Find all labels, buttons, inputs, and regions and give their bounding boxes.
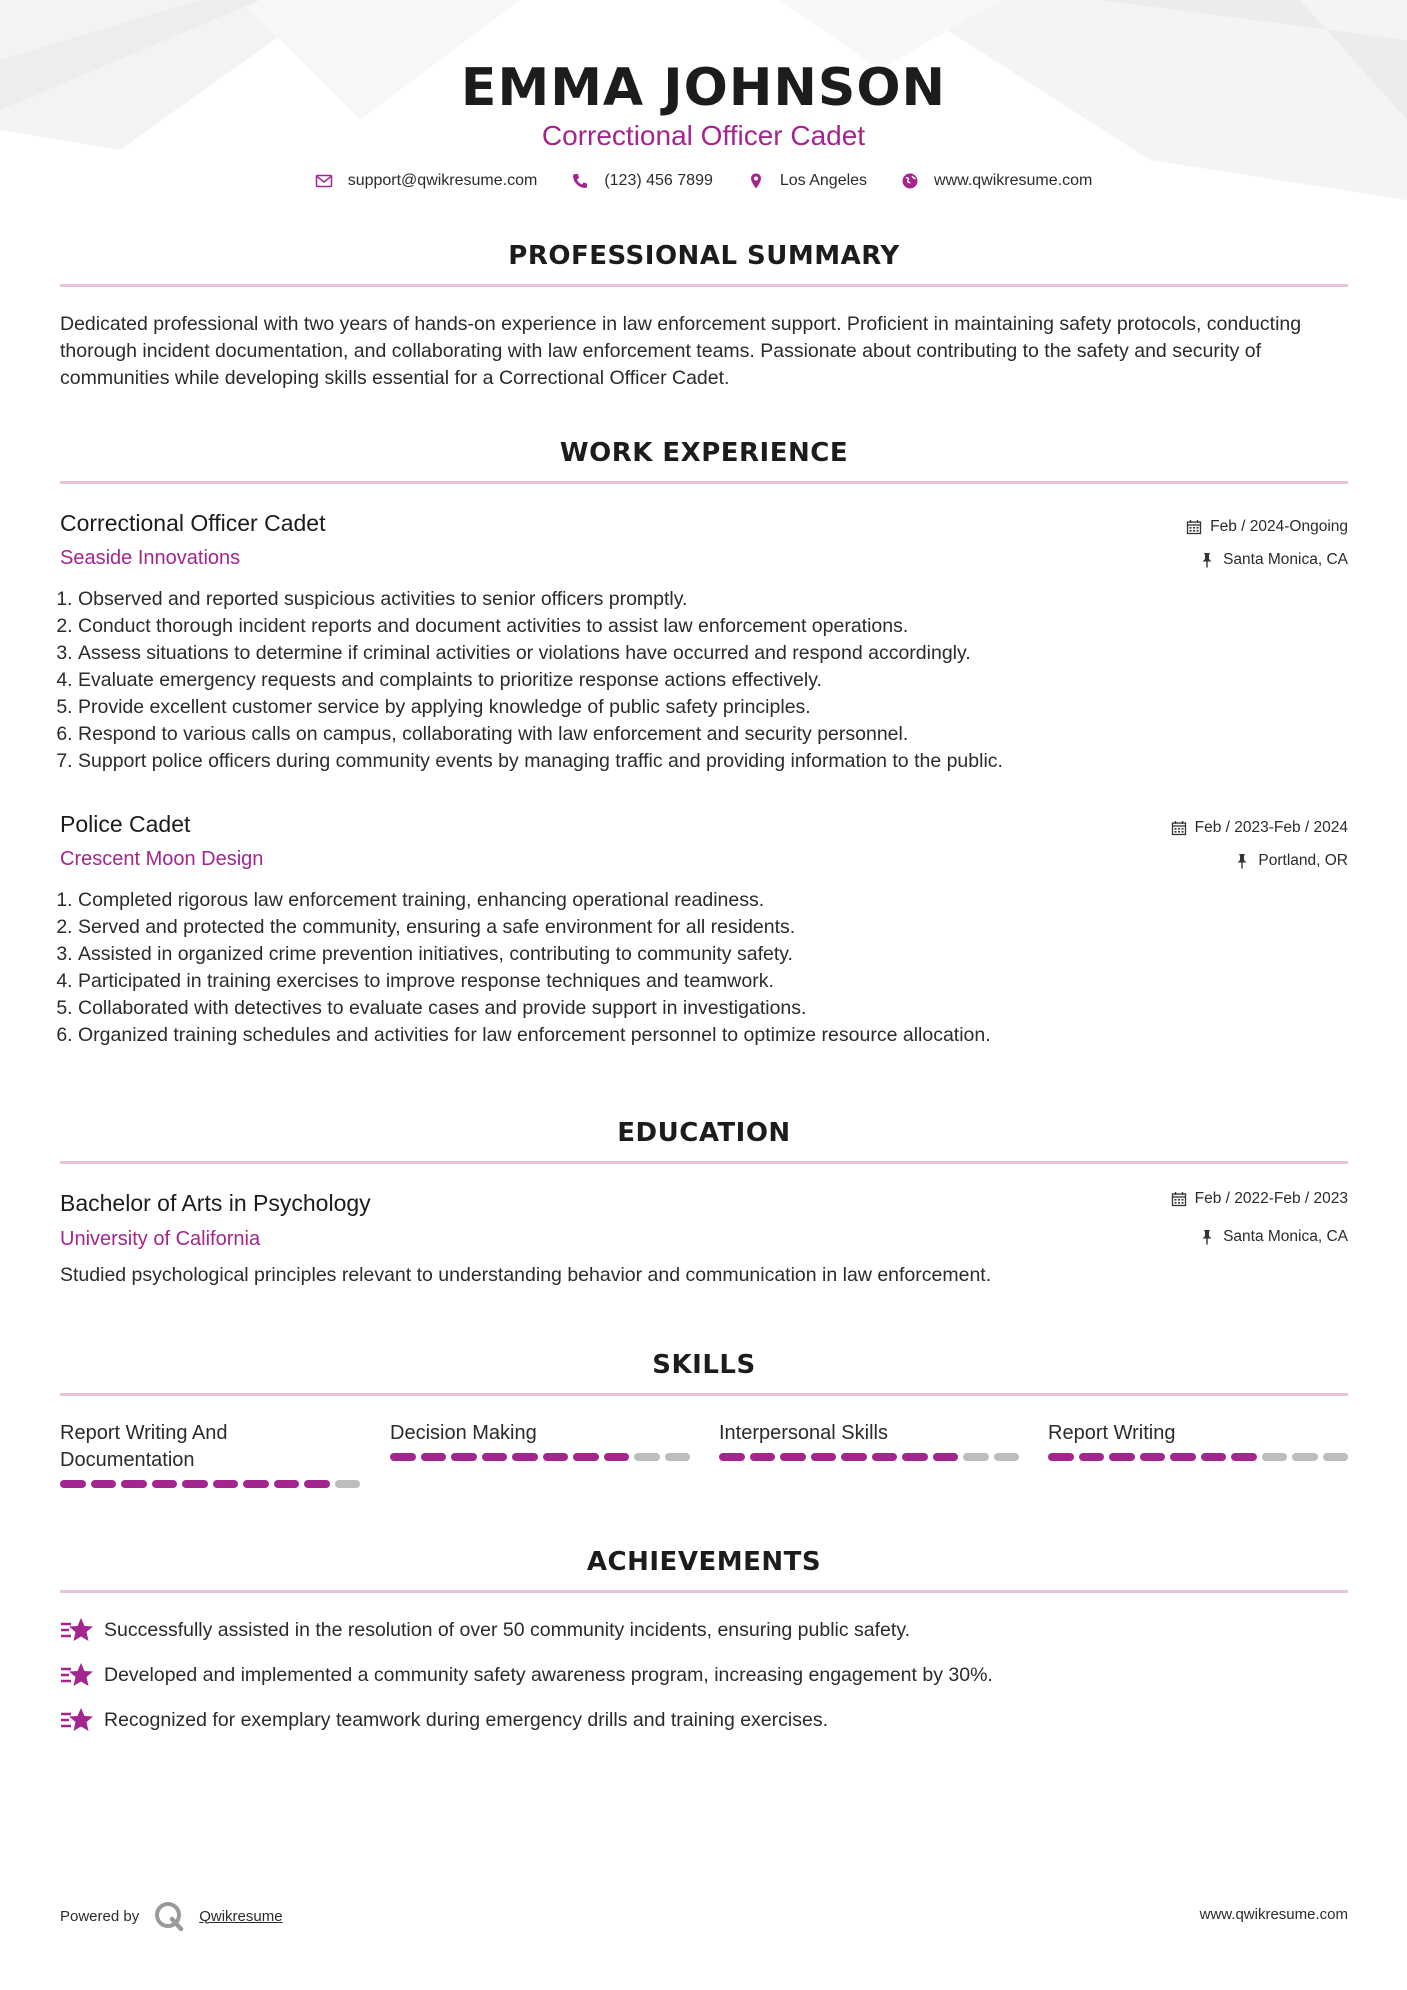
- skill-rating-segment: [213, 1480, 239, 1488]
- list-item: 2. Served and protected the community, ensuring a safe environment for all residents.: [78, 914, 991, 941]
- pushpin-icon: [1199, 1229, 1215, 1245]
- skill-rating-segment: [933, 1453, 959, 1461]
- education-heading: EDUCATION: [617, 1118, 791, 1148]
- list-item: 3. Assisted in organized crime prevention initiatives, contributing to community safety.: [78, 941, 991, 968]
- skill-rating-segment: [152, 1480, 178, 1488]
- contact-website[interactable]: [901, 172, 1092, 190]
- skill-rating-segment: [1262, 1453, 1288, 1461]
- job-company: Seaside Innovations: [60, 547, 241, 569]
- skill-rating-segment: [872, 1453, 898, 1461]
- job-bullets: [60, 887, 991, 1049]
- skill-rating-segment: [634, 1453, 660, 1461]
- footer-powered-by: [60, 1900, 283, 1932]
- degree-title: Bachelor of Arts in Psychology: [60, 1190, 371, 1216]
- job-dates: Feb / 2024-Ongoing: [1186, 517, 1348, 537]
- skill-rating-segment: [1292, 1453, 1318, 1461]
- calendar-icon: [1171, 820, 1187, 836]
- contact-location: [747, 172, 867, 190]
- education-location: Santa Monica, CA: [1199, 1227, 1348, 1247]
- skill-rating-segment: [811, 1453, 837, 1461]
- education-divider: [60, 1161, 1348, 1164]
- powered-by-label: Powered by: [60, 1907, 140, 1925]
- skill-rating-bar: [719, 1453, 1019, 1461]
- skill-rating-bar: [60, 1480, 360, 1488]
- skill-rating-segment: [902, 1453, 928, 1461]
- skill-rating-segment: [1109, 1453, 1135, 1461]
- job-bullets: [60, 586, 1003, 775]
- school-name: University of California: [60, 1228, 261, 1250]
- skill-rating-segment: [512, 1453, 538, 1461]
- contact-website-text: www.qwikresume.com: [934, 172, 1093, 189]
- list-item: 5. Provide excellent customer service by applying knowledge of public safety principles.: [78, 694, 1003, 721]
- map-pin-icon: [747, 172, 765, 190]
- skill-item: [1048, 1420, 1348, 1461]
- pushpin-icon: [1199, 552, 1215, 568]
- contact-phone[interactable]: [571, 172, 713, 190]
- candidate-role: Correctional Officer Cadet: [541, 120, 866, 151]
- contact-email-text: support@qwikresume.com: [347, 172, 538, 189]
- contact-location-text: Los Angeles: [779, 172, 868, 189]
- list-item: 6. Organized training schedules and activities for law enforcement personnel to optimize resource allocation.: [78, 1022, 991, 1049]
- skill-rating-segment: [1170, 1453, 1196, 1461]
- skill-name: Decision Making: [390, 1422, 537, 1444]
- job-dates: Feb / 2023-Feb / 2024: [1171, 818, 1348, 838]
- shooting-star-icon: [60, 1661, 94, 1689]
- contact-phone-text: (123) 456 7899: [604, 172, 713, 189]
- list-item: 5. Collaborated with detectives to evaluate cases and provide support in investigations.: [78, 995, 991, 1022]
- achievement-text: Developed and implemented a community safety awareness program, increasing engagement by 30%.: [104, 1663, 993, 1686]
- calendar-icon: [1186, 519, 1202, 535]
- skill-rating-segment: [304, 1480, 330, 1488]
- list-item: 2. Conduct thorough incident reports and document activities to assist law enforcement operations.: [78, 613, 1003, 640]
- skill-rating-segment: [1079, 1453, 1105, 1461]
- experience-divider: [60, 481, 1348, 484]
- skill-rating-segment: [182, 1480, 208, 1488]
- skill-rating-segment: [121, 1480, 147, 1488]
- achievements-heading: ACHIEVEMENTS: [586, 1547, 822, 1577]
- achievement-item: [60, 1661, 993, 1689]
- contact-bar: [0, 172, 1407, 190]
- calendar-icon: [1171, 1191, 1187, 1207]
- skill-rating-segment: [1323, 1453, 1349, 1461]
- education-dates: Feb / 2022-Feb / 2023: [1171, 1189, 1348, 1209]
- footer-website[interactable]: www.qwikresume.com: [1199, 1906, 1348, 1923]
- job-company: Crescent Moon Design: [60, 848, 264, 870]
- skill-rating-segment: [1231, 1453, 1257, 1461]
- skill-rating-segment: [243, 1480, 269, 1488]
- envelope-icon: [315, 172, 333, 190]
- skill-rating-segment: [604, 1453, 630, 1461]
- skill-rating-segment: [390, 1453, 416, 1461]
- list-item: 1. Observed and reported suspicious activities to senior officers promptly.: [78, 586, 1003, 613]
- job-title: Correctional Officer Cadet: [60, 510, 326, 536]
- skill-rating-bar: [1048, 1453, 1348, 1461]
- achievement-item: [60, 1706, 828, 1734]
- skill-name: Interpersonal Skills: [719, 1422, 888, 1444]
- skill-rating-segment: [665, 1453, 691, 1461]
- skill-name: Report Writing: [1048, 1422, 1176, 1444]
- skill-name: Report Writing And Documentation: [60, 1422, 228, 1471]
- skill-rating-segment: [963, 1453, 989, 1461]
- skill-item: [390, 1420, 690, 1461]
- job-title: Police Cadet: [60, 811, 191, 837]
- skill-rating-segment: [335, 1480, 361, 1488]
- achievement-item: [60, 1616, 910, 1644]
- list-item: 3. Assess situations to determine if criminal activities or violations have occurred and respond accordingly.: [78, 640, 1003, 667]
- globe-icon: [901, 172, 919, 190]
- skill-rating-segment: [1140, 1453, 1166, 1461]
- contact-email[interactable]: [315, 172, 538, 190]
- phone-icon: [571, 172, 589, 190]
- summary-text: Dedicated professional with two years of hands-on experience in law enforcement support. Proficient in maintaining safety protocols, conducting thorough incident documentation, and collaborating with law enforcement teams. Passionate about contributing to the safety and security of communities while developing skills essential for a Correctional Officer Cadet.: [60, 313, 1302, 389]
- list-item: 7. Support police officers during community events by managing traffic and providing information to the public.: [78, 748, 1003, 775]
- shooting-star-icon: [60, 1616, 94, 1644]
- pushpin-icon: [1234, 853, 1250, 869]
- experience-heading: WORK EXPERIENCE: [559, 438, 849, 468]
- skill-item: [719, 1420, 1019, 1461]
- skill-rating-segment: [841, 1453, 867, 1461]
- skill-rating-segment: [451, 1453, 477, 1461]
- list-item: 1. Completed rigorous law enforcement training, enhancing operational readiness.: [78, 887, 991, 914]
- achievement-text: Recognized for exemplary teamwork during emergency drills and training exercises.: [104, 1708, 828, 1731]
- skill-rating-segment: [573, 1453, 599, 1461]
- skills-divider: [60, 1393, 1348, 1396]
- skill-rating-bar: [390, 1453, 690, 1461]
- skill-item: [60, 1420, 360, 1488]
- job-location: Portland, OR: [1234, 851, 1348, 871]
- summary-divider: [60, 284, 1348, 287]
- skill-rating-segment: [994, 1453, 1020, 1461]
- skill-rating-segment: [1201, 1453, 1227, 1461]
- skill-rating-segment: [91, 1480, 117, 1488]
- job-location: Santa Monica, CA: [1199, 550, 1348, 570]
- skill-rating-segment: [719, 1453, 745, 1461]
- skill-rating-segment: [750, 1453, 776, 1461]
- skill-rating-segment: [482, 1453, 508, 1461]
- skill-rating-segment: [60, 1480, 86, 1488]
- list-item: 4. Participated in training exercises to improve response techniques and teamwork.: [78, 968, 991, 995]
- skill-rating-segment: [421, 1453, 447, 1461]
- qwikresume-logo-icon: [153, 1900, 185, 1932]
- skill-rating-segment: [543, 1453, 569, 1461]
- brand-link[interactable]: Qwikresume: [199, 1907, 283, 1925]
- education-description: Studied psychological principles relevant to understanding behavior and communication in law enforcement.: [60, 1264, 992, 1286]
- shooting-star-icon: [60, 1706, 94, 1734]
- list-item: 4. Evaluate emergency requests and complaints to prioritize response actions effectively.: [78, 667, 1003, 694]
- achievement-text: Successfully assisted in the resolution of over 50 community incidents, ensuring public safety.: [104, 1618, 911, 1641]
- skill-rating-segment: [780, 1453, 806, 1461]
- skills-heading: SKILLS: [652, 1350, 756, 1380]
- achievements-divider: [60, 1590, 1348, 1593]
- list-item: 6. Respond to various calls on campus, collaborating with law enforcement and security personnel.: [78, 721, 1003, 748]
- summary-heading: PROFESSIONAL SUMMARY: [508, 241, 900, 271]
- candidate-name: EMMA JOHNSON: [460, 58, 947, 118]
- skill-rating-segment: [1048, 1453, 1074, 1461]
- skill-rating-segment: [274, 1480, 300, 1488]
